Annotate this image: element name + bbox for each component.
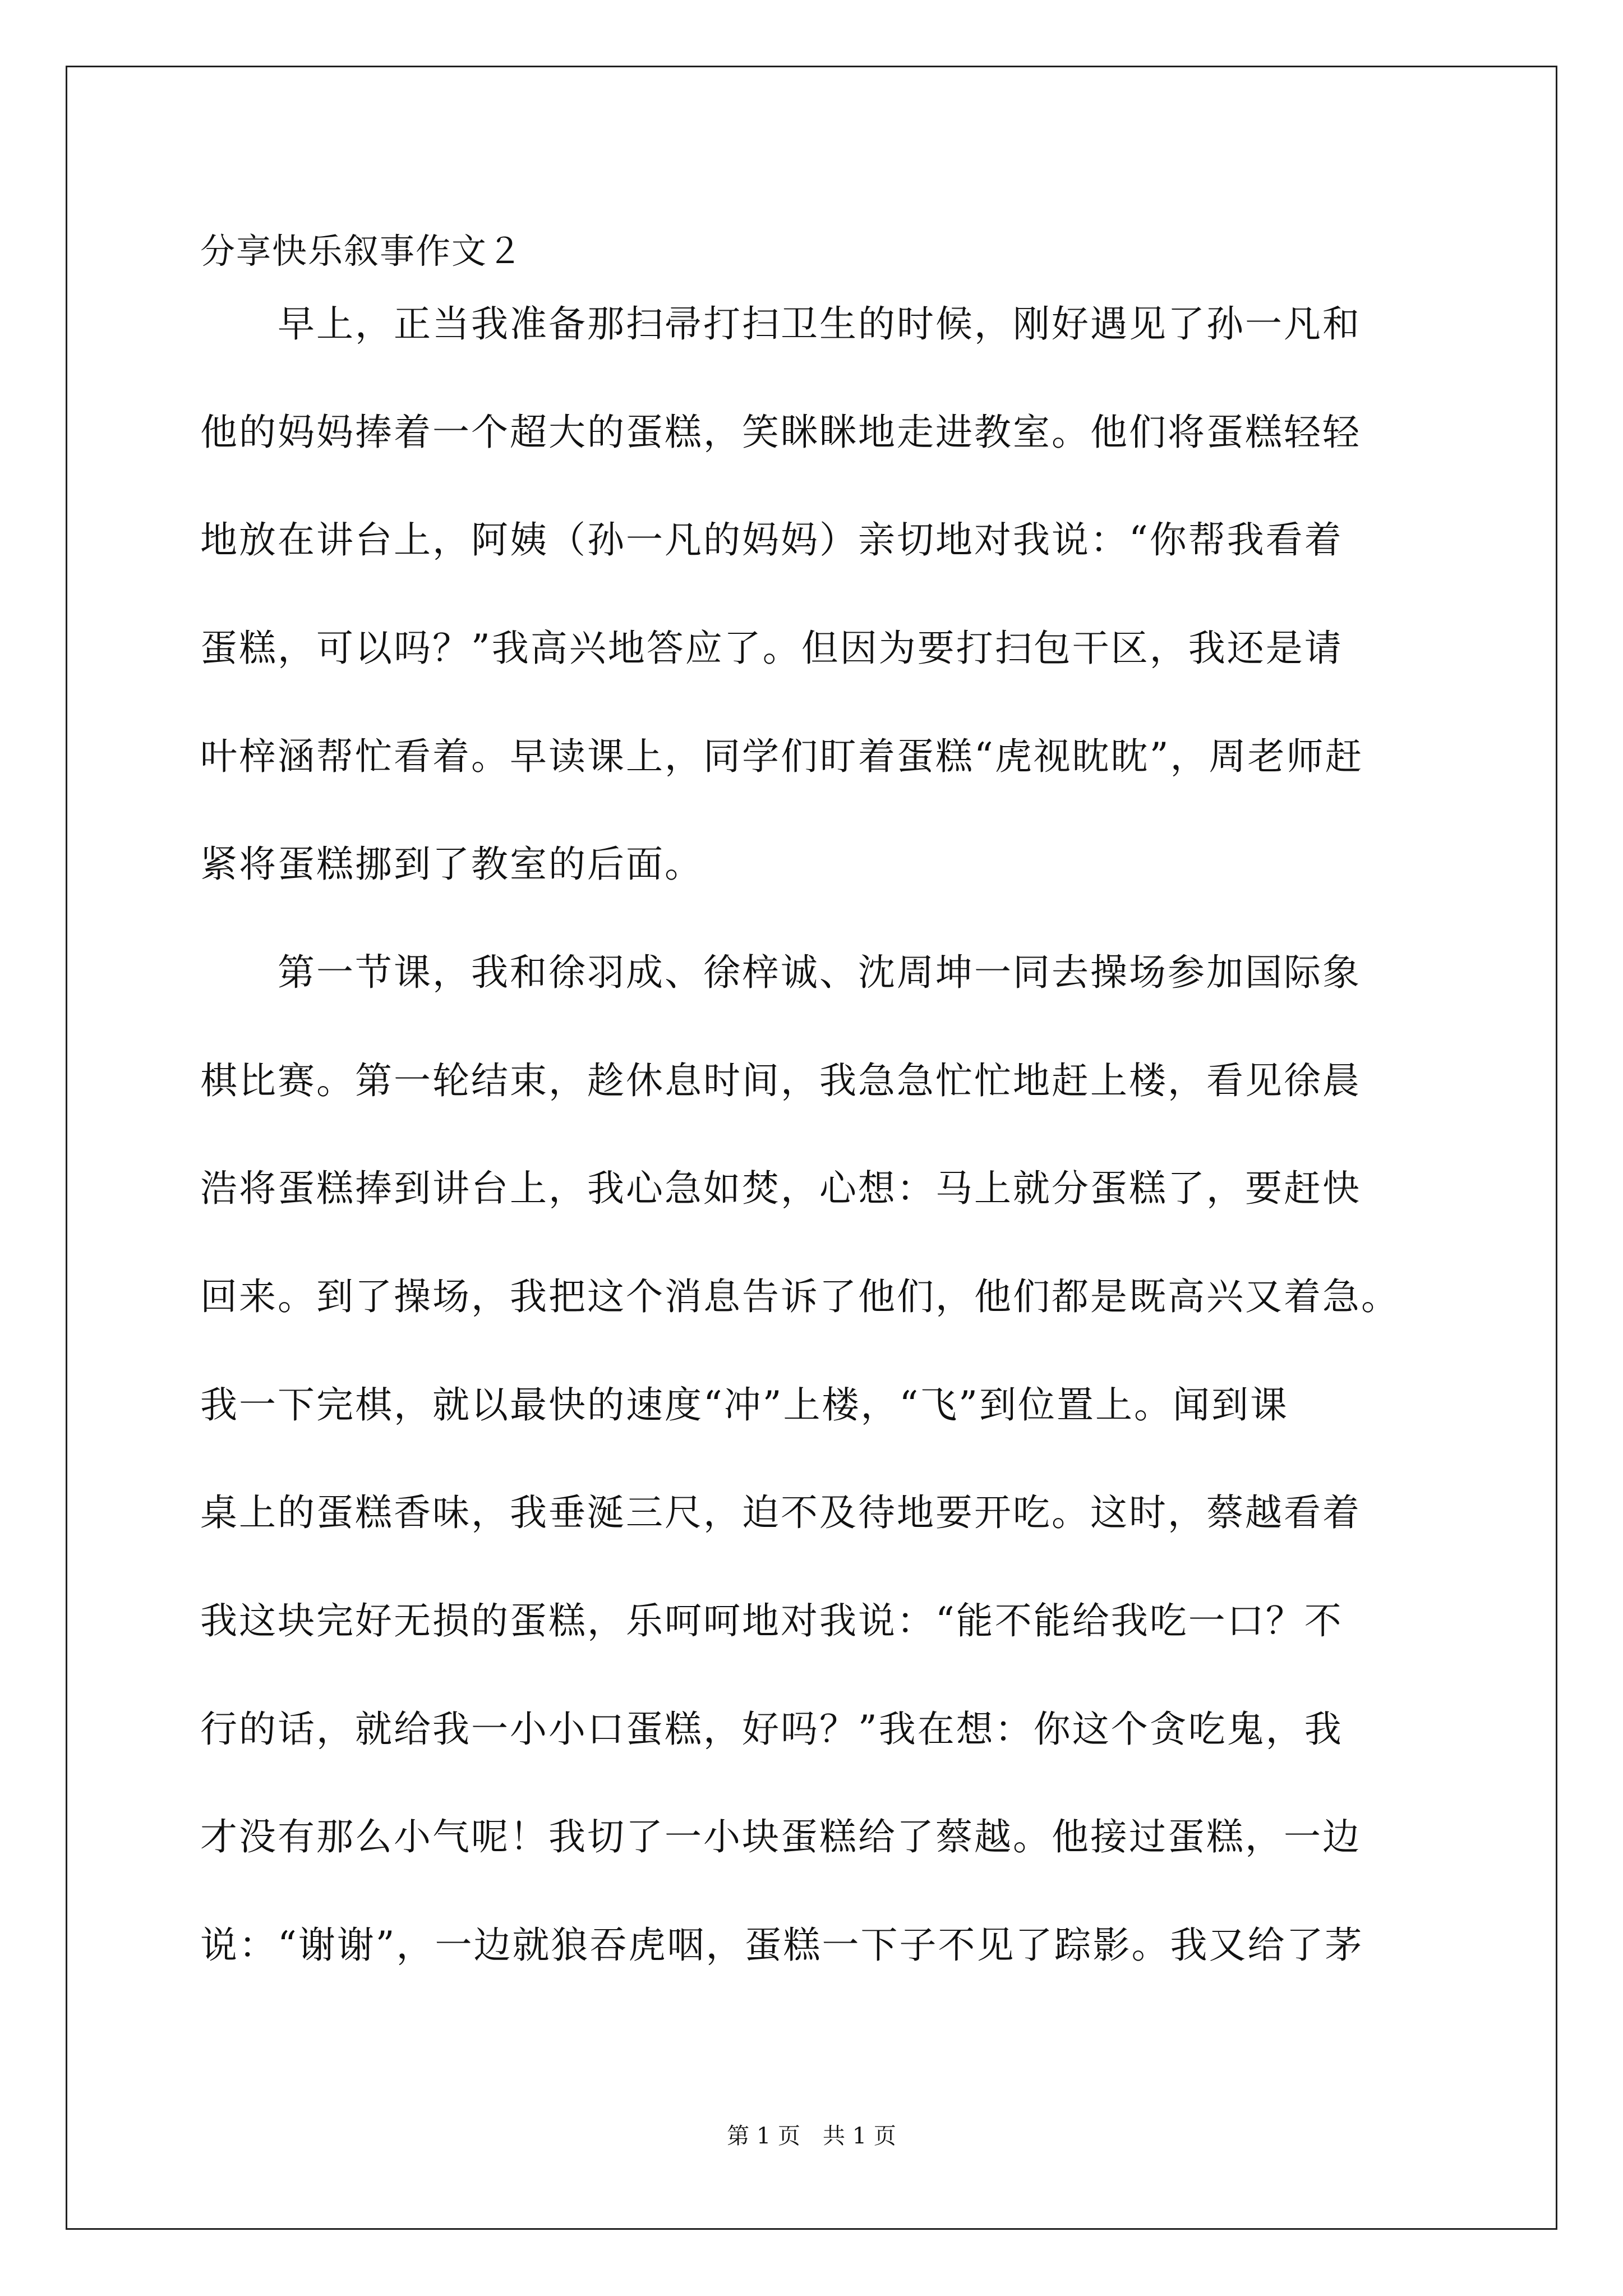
paragraph-line: 第一节课，我和徐羽成、徐梓诚、沈周坤一同去操场参加国际象 xyxy=(200,951,1361,994)
paragraph-line: 桌上的蛋糕香味，我垂涎三尺，迫不及待地要开吃。这时，蔡越看着 xyxy=(200,1491,1361,1534)
page-border xyxy=(66,66,1557,2230)
paragraph-line: 我这块完好无损的蛋糕，乐呵呵地对我说：“能不能给我吃一口？不 xyxy=(200,1599,1343,1642)
paragraph-line: 蛋糕，可以吗？”我高兴地答应了。但因为要打扫包干区，我还是请 xyxy=(200,627,1343,670)
paragraph-line: 才没有那么小气呢！我切了一小块蛋糕给了蔡越。他接过蛋糕，一边 xyxy=(200,1815,1361,1858)
paragraph-line: 浩将蛋糕捧到讲台上，我心急如焚，心想：马上就分蛋糕了，要赶快 xyxy=(200,1167,1361,1210)
document-title: 分享快乐叙事作文２ xyxy=(200,231,524,272)
paragraph-line: 他的妈妈捧着一个超大的蛋糕，笑眯眯地走进教室。他们将蛋糕轻轻 xyxy=(200,411,1361,454)
paragraph-line: 叶梓涵帮忙看着。早读课上，同学们盯着蛋糕“虎视眈眈”，周老师赶 xyxy=(200,735,1364,778)
paragraph-line: 我一下完棋，就以最快的速度“冲”上楼，“飞”到位置上。闻到课 xyxy=(200,1383,1289,1427)
paragraph-line: 行的话，就给我一小小口蛋糕，好吗？”我在想：你这个贪吃鬼，我 xyxy=(200,1708,1343,1751)
paragraph-line: 地放在讲台上，阿姨（孙一凡的妈妈）亲切地对我说：“你帮我看着 xyxy=(200,518,1343,562)
paragraph-line: 紧将蛋糕挪到了教室的后面。 xyxy=(200,843,703,886)
paragraph-line: 早上，正当我准备那扫帚打扫卫生的时候，刚好遇见了孙一凡和 xyxy=(200,302,1361,346)
paragraph-line: 说：“谢谢”，一边就狼吞虎咽，蛋糕一下子不见了踪影。我又给了茅 xyxy=(200,1924,1364,1967)
paragraph-line: 棋比赛。第一轮结束，趁休息时间，我急急忙忙地赶上楼，看见徐晨 xyxy=(200,1059,1361,1102)
paragraph-line: 回来。到了操场，我把这个消息告诉了他们，他们都是既高兴又着急。 xyxy=(200,1275,1400,1318)
page-number-footer: 第 1 页 共 1 页 xyxy=(727,2123,896,2149)
